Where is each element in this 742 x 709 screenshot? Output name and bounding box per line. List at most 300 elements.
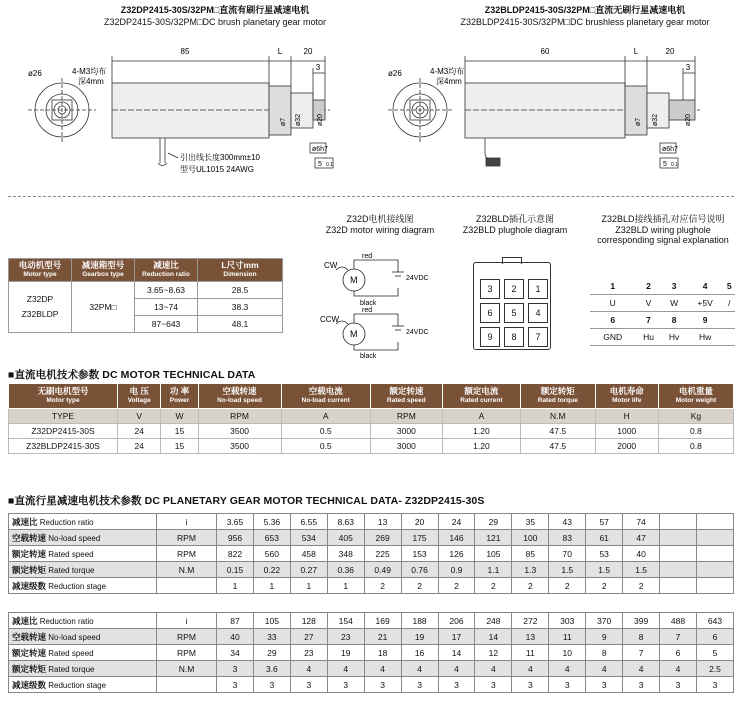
gear-cell: 175 bbox=[401, 530, 438, 546]
signal-cell bbox=[724, 312, 735, 329]
pin-9: 9 bbox=[480, 327, 500, 347]
gearbox-32pm: 32PM□ bbox=[72, 282, 135, 333]
gear-row-label bbox=[9, 578, 157, 594]
gear-cell: 303 bbox=[549, 613, 586, 629]
gear-cell: 18 bbox=[364, 645, 401, 661]
lead-note-2: 型号UL1015 24AWG bbox=[180, 165, 254, 174]
gear-row bbox=[9, 562, 734, 578]
motor-tech-table bbox=[8, 383, 734, 454]
gear-cell: 126 bbox=[438, 546, 475, 562]
dim-d26: ø26 bbox=[388, 69, 402, 78]
th-cn: 无刷电机型号 bbox=[37, 386, 89, 396]
gear-cell: 61 bbox=[586, 530, 623, 546]
gear-cell: 4 bbox=[660, 661, 697, 677]
gear-cell: 20 bbox=[401, 514, 438, 530]
gear-cell: 370 bbox=[586, 613, 623, 629]
signal-cell: 2 bbox=[635, 278, 661, 295]
unit-cell: H bbox=[595, 409, 658, 424]
gear-cell: 2 bbox=[401, 578, 438, 594]
gear-row bbox=[9, 613, 734, 629]
gear-cell: 11 bbox=[512, 645, 549, 661]
gear-label-en: Rated speed bbox=[48, 648, 94, 658]
gear-cell: 956 bbox=[217, 530, 254, 546]
gear-cell: 7 bbox=[660, 629, 697, 645]
motor-z32dp: Z32DP bbox=[26, 294, 54, 304]
gear-cell: 13 bbox=[364, 514, 401, 530]
gear-cell bbox=[696, 562, 733, 578]
gear-cell: 1.5 bbox=[549, 562, 586, 578]
gear-cell: 146 bbox=[438, 530, 475, 546]
gear-cell: 19 bbox=[327, 645, 364, 661]
th-motor-en: Motor type bbox=[23, 271, 57, 278]
th-en: No-load current bbox=[301, 397, 350, 404]
gear-row bbox=[9, 578, 734, 594]
gear-cell: 3 bbox=[217, 661, 254, 677]
signal-title-en: Z32BLD wiring plughole corresponding signal explanation bbox=[597, 225, 729, 245]
gear-cell: 0.9 bbox=[438, 562, 475, 578]
dim-60: 60 bbox=[540, 47, 550, 56]
cell: 0.5 bbox=[281, 424, 370, 439]
gear-row-label bbox=[9, 629, 157, 645]
dim-d20: ø20 bbox=[685, 113, 692, 126]
gear-cell: 534 bbox=[290, 530, 327, 546]
gear-unit: N.M bbox=[157, 661, 217, 677]
gear-cell: 248 bbox=[475, 613, 512, 629]
gear-cell: 3 bbox=[327, 677, 364, 693]
gear-cell: 5.36 bbox=[253, 514, 290, 530]
gear-cell: 47 bbox=[623, 530, 660, 546]
th-dim-cn: L尺寸mm bbox=[221, 260, 259, 270]
gear-cell: 1 bbox=[290, 578, 327, 594]
th-cn: 额定转速 bbox=[389, 386, 424, 396]
th-en: Power bbox=[169, 397, 190, 404]
gear-cell: 3 bbox=[290, 677, 327, 693]
gear-cell: 23 bbox=[327, 629, 364, 645]
gear-cell: 4 bbox=[623, 661, 660, 677]
gear-cell: 822 bbox=[217, 546, 254, 562]
gear-label-en: Reduction stage bbox=[48, 581, 107, 591]
gear-cell: 23 bbox=[290, 645, 327, 661]
gear-cell bbox=[660, 530, 697, 546]
gear-cell: 40 bbox=[217, 629, 254, 645]
unit-cell: N.M bbox=[521, 409, 595, 424]
gear-cell: 2 bbox=[549, 578, 586, 594]
gear-cell: 272 bbox=[512, 613, 549, 629]
gear-cell: 1 bbox=[253, 578, 290, 594]
gear-cell: 0.27 bbox=[290, 562, 327, 578]
gear-label-cn: 额定转矩 bbox=[12, 663, 47, 674]
signal-cell: GND bbox=[590, 329, 635, 346]
dim-5: 5 bbox=[663, 161, 667, 168]
gear-cell: 225 bbox=[364, 546, 401, 562]
gear-row-label bbox=[9, 677, 157, 693]
unit-cell: RPM bbox=[198, 409, 281, 424]
gear-unit: RPM bbox=[157, 629, 217, 645]
gear-cell: 105 bbox=[253, 613, 290, 629]
ccw-label: CCW bbox=[320, 315, 340, 324]
gear-cell: 2.5 bbox=[696, 661, 733, 677]
voltage-ccw: 24VDC bbox=[406, 329, 429, 336]
gear-cell: 3 bbox=[512, 677, 549, 693]
left-motor-drawing bbox=[0, 28, 370, 188]
red-label-cw: red bbox=[362, 253, 373, 260]
signal-cell: 9 bbox=[687, 312, 724, 329]
voltage-cw: 24VDC bbox=[406, 275, 429, 282]
motor-tech-title: ■直流电机技术参数 DC MOTOR TECHNICAL DATA bbox=[8, 369, 256, 381]
unit-cell: W bbox=[161, 409, 198, 424]
gear-cell: 4 bbox=[438, 661, 475, 677]
gear-cell: 27 bbox=[290, 629, 327, 645]
gear-cell: 53 bbox=[586, 546, 623, 562]
gear-cell: 3 bbox=[438, 677, 475, 693]
gear-cell: 653 bbox=[253, 530, 290, 546]
plughole-title-en: Z32BLD plughole diagram bbox=[462, 225, 568, 235]
gear-cell: 8 bbox=[623, 629, 660, 645]
gear-cell: 188 bbox=[401, 613, 438, 629]
dim-m3: 4-M3均布 bbox=[72, 67, 107, 76]
pin-7: 7 bbox=[528, 327, 548, 347]
th-cn: 空载电流 bbox=[308, 386, 343, 396]
gear-cell: 121 bbox=[475, 530, 512, 546]
plughole-title-cn: Z32BLD插孔示意图 bbox=[475, 214, 555, 224]
gear-cell: 1.3 bbox=[512, 562, 549, 578]
gear-cell: 29 bbox=[475, 514, 512, 530]
gear-cell: 153 bbox=[401, 546, 438, 562]
cw-label: CW bbox=[324, 261, 338, 270]
gear-label-en: Reduction ratio bbox=[39, 616, 94, 626]
dim-m3: 4-M3均布 bbox=[430, 67, 465, 76]
gear-cell: 2 bbox=[364, 578, 401, 594]
gear-tech-title: ■直流行星减速电机技术参数 DC PLANETARY GEAR MOTOR TECHNICAL DATA- Z32DP2415-30S bbox=[8, 495, 485, 507]
signal-cell: V bbox=[635, 295, 661, 312]
signal-cell: Hv bbox=[662, 329, 687, 346]
pin-2: 2 bbox=[504, 279, 524, 299]
cell: 0.8 bbox=[658, 424, 733, 439]
gear-unit: RPM bbox=[157, 546, 217, 562]
th-en: Motor type bbox=[46, 397, 80, 404]
signal-cell: 8 bbox=[662, 312, 687, 329]
ratio-cell: 87~643 bbox=[135, 316, 198, 333]
wiring-title-en: Z32D motor wiring diagram bbox=[325, 225, 435, 235]
th-en: No-load speed bbox=[217, 397, 262, 404]
gear-cell: 10 bbox=[549, 645, 586, 661]
connector-tab bbox=[502, 257, 522, 264]
unit-cell: A bbox=[442, 409, 520, 424]
right-motor-drawing bbox=[370, 28, 740, 188]
gear-cell: 4 bbox=[549, 661, 586, 677]
gear-cell: 458 bbox=[290, 546, 327, 562]
gear-label-cn: 额定转矩 bbox=[12, 564, 47, 575]
gear-cell: 2 bbox=[475, 578, 512, 594]
gear-cell: 83 bbox=[549, 530, 586, 546]
cell: 47.5 bbox=[521, 439, 595, 454]
gear-cell: 1.1 bbox=[475, 562, 512, 578]
th-dim-en: Dimension bbox=[223, 271, 257, 278]
signal-cell: / bbox=[724, 295, 735, 312]
th-cn: 额定转矩 bbox=[540, 386, 575, 396]
gear-cell: 2 bbox=[586, 578, 623, 594]
gear-cell: 70 bbox=[549, 546, 586, 562]
th-ratio-cn: 减速比 bbox=[153, 260, 179, 270]
th-en: Rated torque bbox=[537, 397, 578, 404]
left-motor-subtitle: Z32DP2415-30S/32PM□DC brush planetary gear motor bbox=[103, 17, 327, 27]
th-gearbox-en: Gearbox type bbox=[82, 271, 124, 278]
gear-cell: 3 bbox=[586, 677, 623, 693]
gear-cell bbox=[696, 530, 733, 546]
gear-cell: 4 bbox=[290, 661, 327, 677]
gear-cell: 8.63 bbox=[327, 514, 364, 530]
signal-cell: 7 bbox=[635, 312, 661, 329]
dim-d26: ø26 bbox=[28, 69, 42, 78]
pin-8: 8 bbox=[504, 327, 524, 347]
gear-cell: 100 bbox=[512, 530, 549, 546]
gear-cell: 3 bbox=[475, 677, 512, 693]
dim-depth: 深4mm bbox=[78, 77, 104, 86]
signal-table bbox=[590, 278, 735, 346]
ratio-cell: 13~74 bbox=[135, 299, 198, 316]
gear-label-cn: 减速级数 bbox=[12, 580, 47, 591]
gear-row bbox=[9, 661, 734, 677]
gear-cell: 3.65 bbox=[217, 514, 254, 530]
gear-row bbox=[9, 546, 734, 562]
unit-cell: V bbox=[118, 409, 161, 424]
gear-cell: 3 bbox=[549, 677, 586, 693]
gear-cell: 3 bbox=[364, 677, 401, 693]
gear-unit: i bbox=[157, 613, 217, 629]
gear-cell: 3 bbox=[660, 677, 697, 693]
cell: 3000 bbox=[370, 439, 442, 454]
gear-cell: 3 bbox=[696, 677, 733, 693]
th-en: Rated current bbox=[460, 397, 503, 404]
dim-d32: ø32 bbox=[295, 113, 302, 126]
signal-cell: Hu bbox=[635, 329, 661, 346]
signal-cell: 1 bbox=[590, 278, 635, 295]
gear-cell: 206 bbox=[438, 613, 475, 629]
gear-cell: 6 bbox=[696, 629, 733, 645]
gear-unit: N.M bbox=[157, 562, 217, 578]
th-motor-cn: 电动机型号 bbox=[18, 260, 62, 270]
gear-cell: 1.5 bbox=[586, 562, 623, 578]
gear-cell: 13 bbox=[512, 629, 549, 645]
gear-row bbox=[9, 530, 734, 546]
th-ratio-en: Reduction ratio bbox=[142, 271, 190, 278]
gear-label-en: Reduction stage bbox=[48, 680, 107, 690]
gear-cell bbox=[660, 546, 697, 562]
gear-cell: 4 bbox=[401, 661, 438, 677]
th-cn: 空载转速 bbox=[222, 386, 257, 396]
gear-cell: 6.55 bbox=[290, 514, 327, 530]
gear-cell: 24 bbox=[438, 514, 475, 530]
plughole-connector bbox=[473, 262, 551, 350]
gear-unit: RPM bbox=[157, 530, 217, 546]
gear-cell: 399 bbox=[623, 613, 660, 629]
gear-cell: 34 bbox=[217, 645, 254, 661]
cell: 0.8 bbox=[658, 439, 733, 454]
dim-d6h7: ø6h7 bbox=[312, 146, 328, 153]
gear-label-cn: 额定转速 bbox=[12, 647, 47, 658]
black-label-cw: black bbox=[360, 300, 377, 307]
unit-cell: A bbox=[281, 409, 370, 424]
gear-row-label bbox=[9, 562, 157, 578]
gear-cell: 405 bbox=[327, 530, 364, 546]
cell: 0.5 bbox=[281, 439, 370, 454]
gear-cell: 0.49 bbox=[364, 562, 401, 578]
gear-tech-table-1 bbox=[8, 513, 734, 594]
dim-85: 85 bbox=[180, 47, 190, 56]
gear-cell: 6 bbox=[660, 645, 697, 661]
gear-cell: 33 bbox=[253, 629, 290, 645]
gear-cell: 1 bbox=[327, 578, 364, 594]
gear-cell: 0.22 bbox=[253, 562, 290, 578]
cell: 47.5 bbox=[521, 424, 595, 439]
gear-label-cn: 减速级数 bbox=[12, 679, 47, 690]
signal-cell bbox=[724, 329, 735, 346]
gear-cell: 16 bbox=[401, 645, 438, 661]
gear-label-en: No-load speed bbox=[48, 632, 101, 642]
dim-3: 3 bbox=[685, 63, 691, 72]
gear-cell: 21 bbox=[364, 629, 401, 645]
gear-cell: 4 bbox=[512, 661, 549, 677]
th-cn: 电 压 bbox=[129, 386, 149, 396]
dim-d32: ø32 bbox=[652, 113, 659, 126]
signal-cell: U bbox=[590, 295, 635, 312]
signal-cell: W bbox=[662, 295, 687, 312]
gear-cell: 7 bbox=[623, 645, 660, 661]
gear-cell: 2 bbox=[438, 578, 475, 594]
motor-z32bldp: Z32BLDP bbox=[21, 309, 59, 319]
right-motor-subtitle: Z32BLDP2415-30S/32PM□DC brushless planetary gear motor bbox=[460, 17, 710, 27]
motor-m-cw: M bbox=[350, 275, 358, 285]
gear-cell: 2 bbox=[512, 578, 549, 594]
gear-cell: 105 bbox=[475, 546, 512, 562]
lead-note-1: 引出线长度300mm±10 bbox=[180, 153, 260, 162]
divider bbox=[8, 196, 734, 197]
pin-3: 3 bbox=[480, 279, 500, 299]
gear-cell: 12 bbox=[475, 645, 512, 661]
gear-cell: 0.36 bbox=[327, 562, 364, 578]
gear-cell: 3 bbox=[253, 677, 290, 693]
gear-cell bbox=[696, 514, 733, 530]
ratio-cell: 3.65~8.63 bbox=[135, 282, 198, 299]
gear-cell: 154 bbox=[327, 613, 364, 629]
pin-4: 4 bbox=[528, 303, 548, 323]
gear-cell bbox=[660, 578, 697, 594]
th-cn: 功 率 bbox=[169, 386, 190, 396]
th-en: Motor weight bbox=[675, 397, 717, 404]
th-cn: 电机寿命 bbox=[609, 386, 644, 396]
unit-cell: Kg bbox=[658, 409, 733, 424]
gear-cell: 1 bbox=[217, 578, 254, 594]
th-cn: 额定电流 bbox=[464, 386, 499, 396]
dim-cell: 48.1 bbox=[198, 316, 283, 333]
gear-label-cn: 空载转速 bbox=[12, 532, 47, 543]
dim-0-1: 0.1 bbox=[326, 162, 333, 168]
cell: 3500 bbox=[198, 424, 281, 439]
gear-cell bbox=[696, 578, 733, 594]
pin-5: 5 bbox=[504, 303, 524, 323]
signal-cell: 3 bbox=[662, 278, 687, 295]
th-en: Rated speed bbox=[387, 397, 426, 404]
motor-m-ccw: M bbox=[350, 329, 358, 339]
gear-cell: 0.15 bbox=[217, 562, 254, 578]
pin-1: 1 bbox=[528, 279, 548, 299]
gear-cell: 3 bbox=[401, 677, 438, 693]
signal-cell: 6 bbox=[590, 312, 635, 329]
gear-row-label bbox=[9, 613, 157, 629]
gear-cell: 169 bbox=[364, 613, 401, 629]
gear-cell: 8 bbox=[586, 645, 623, 661]
pin-6: 6 bbox=[480, 303, 500, 323]
dim-5: 5 bbox=[318, 161, 322, 168]
wiring-diagram bbox=[318, 250, 448, 360]
gear-unit bbox=[157, 578, 217, 594]
gear-row-label bbox=[9, 514, 157, 530]
gear-cell: 43 bbox=[549, 514, 586, 530]
gear-cell: 4 bbox=[327, 661, 364, 677]
dim-L: L bbox=[633, 47, 639, 56]
th-en: Voltage bbox=[127, 397, 151, 404]
dim-20: 20 bbox=[303, 47, 313, 56]
gear-cell: 14 bbox=[438, 645, 475, 661]
gear-label-en: Rated torque bbox=[48, 565, 95, 575]
gear-cell bbox=[660, 562, 697, 578]
gear-cell: 4 bbox=[586, 661, 623, 677]
gear-cell: 14 bbox=[475, 629, 512, 645]
gear-cell: 87 bbox=[217, 613, 254, 629]
gear-row bbox=[9, 514, 734, 530]
gear-cell: 3 bbox=[217, 677, 254, 693]
gear-unit: i bbox=[157, 514, 217, 530]
gear-cell: 19 bbox=[401, 629, 438, 645]
dim-d7: ø7 bbox=[635, 117, 642, 126]
signal-cell: 5 bbox=[724, 278, 735, 295]
gear-cell: 3 bbox=[623, 677, 660, 693]
gear-row-label bbox=[9, 546, 157, 562]
red-label-ccw: red bbox=[362, 307, 373, 314]
gear-cell: 5 bbox=[696, 645, 733, 661]
gear-cell: 11 bbox=[549, 629, 586, 645]
black-label-ccw: black bbox=[360, 353, 377, 360]
signal-cell: +5V bbox=[687, 295, 724, 312]
gear-cell: 488 bbox=[660, 613, 697, 629]
gearbox-table bbox=[8, 258, 283, 333]
cell: Z32BLDP2415-30S bbox=[9, 439, 118, 454]
dim-L: L bbox=[277, 47, 283, 56]
gear-unit bbox=[157, 677, 217, 693]
dim-20: 20 bbox=[665, 47, 675, 56]
gear-cell: 1.5 bbox=[623, 562, 660, 578]
dim-3: 3 bbox=[315, 63, 321, 72]
unit-cell: TYPE bbox=[9, 409, 118, 424]
th-cn: 电机重量 bbox=[678, 386, 713, 396]
gear-cell bbox=[696, 546, 733, 562]
cell: 15 bbox=[161, 439, 198, 454]
gear-row-label bbox=[9, 645, 157, 661]
gear-row bbox=[9, 629, 734, 645]
left-motor-title: Z32DP2415-30S/32PM□直流有刷行星减速电机 bbox=[120, 5, 310, 15]
gear-row bbox=[9, 645, 734, 661]
th-gearbox-cn: 减速箱型号 bbox=[81, 260, 125, 270]
cell: 1.20 bbox=[442, 424, 520, 439]
signal-cell: Hw bbox=[687, 329, 724, 346]
gear-cell: 269 bbox=[364, 530, 401, 546]
dim-cell: 38.3 bbox=[198, 299, 283, 316]
gear-label-en: No-load speed bbox=[48, 533, 101, 543]
cell: 3500 bbox=[198, 439, 281, 454]
gear-cell: 35 bbox=[512, 514, 549, 530]
cell: Z32DP2415-30S bbox=[9, 424, 118, 439]
gear-label-cn: 额定转速 bbox=[12, 548, 47, 559]
